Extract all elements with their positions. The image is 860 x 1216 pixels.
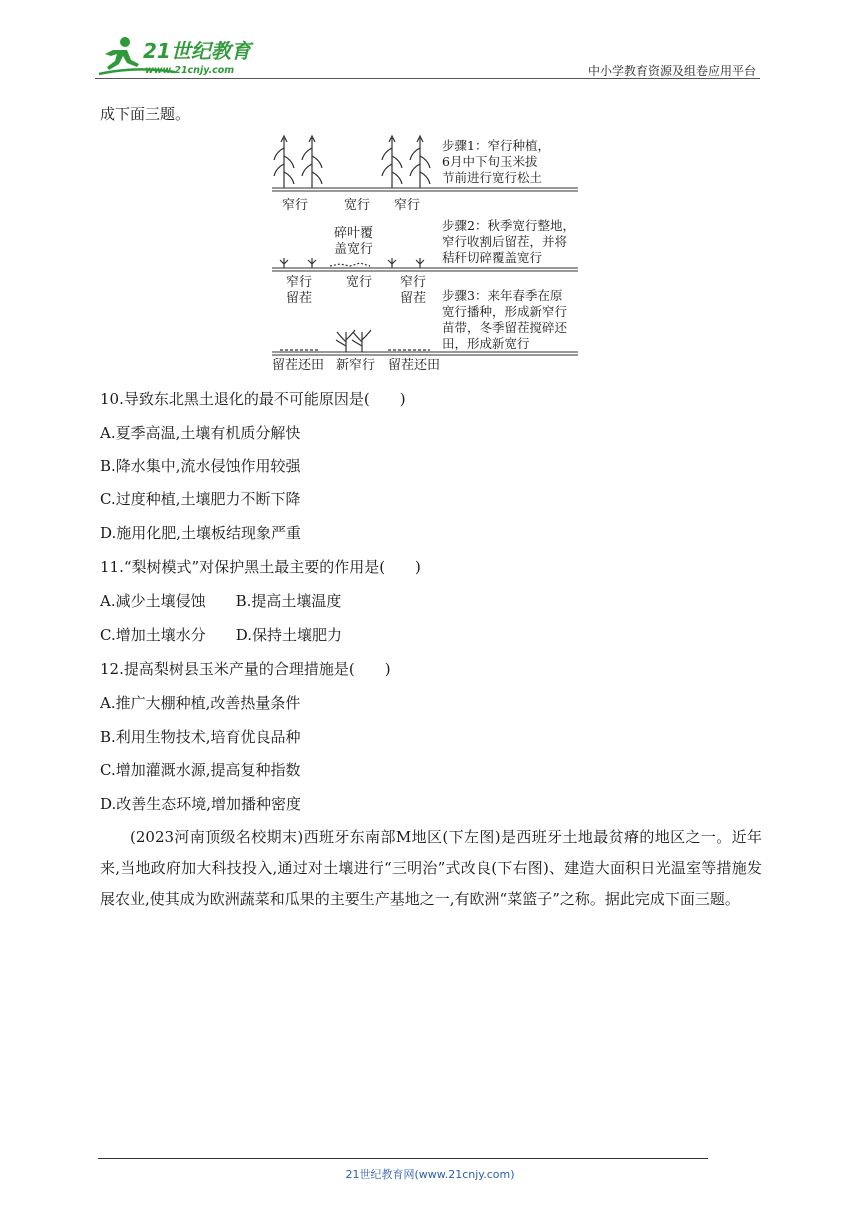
step-2-line-2: 窄行收割后留茬，并将 xyxy=(442,234,568,249)
step-1-line-2: 6月中下旬玉米拔 xyxy=(442,154,538,169)
label-wide-row-1: 宽行 xyxy=(344,198,371,213)
step-3-line-1: 步骤3：来年春季在原 xyxy=(442,288,563,303)
question-10-option-b[interactable]: B.降水集中,流水侵蚀作用较强 xyxy=(100,457,301,475)
step-1-line-3: 节前进行宽行松土 xyxy=(442,170,543,185)
label-new-narrow-row: 新窄行 xyxy=(336,358,376,373)
label-narrow-stubble-2 xyxy=(400,275,426,307)
question-11-options-ab[interactable]: A.减少土壤侵蚀 B.提高土壤温度 xyxy=(100,592,342,610)
label-narrow-row-1: 窄行 xyxy=(282,198,309,213)
step-3-text xyxy=(442,288,602,352)
question-12-option-b[interactable]: B.利用生物技术,培育优良品种 xyxy=(100,728,301,746)
page-header xyxy=(95,34,760,82)
intro-text: 成下面三题。 xyxy=(100,105,191,123)
question-11-stem: 11.“梨树模式”对保护黑土最主要的作用是( ) xyxy=(100,558,421,576)
label-narrow-stubble-1 xyxy=(286,275,312,307)
footer-link[interactable]: 21世纪教育网(www.21cnjy.com) xyxy=(345,1168,515,1181)
svg-text:www.21cnjy.com: www.21cnjy.com xyxy=(145,65,235,76)
question-12-option-a[interactable]: A.推广大棚种植,改善热量条件 xyxy=(100,694,301,712)
question-10-option-a[interactable]: A.夏季高温,土壤有机质分解快 xyxy=(100,424,301,442)
footer-divider xyxy=(98,1158,708,1159)
label-chopped-leaves-line-1: 碎叶覆 xyxy=(334,226,374,241)
step-2-text xyxy=(442,218,602,266)
platform-name: 中小学教育资源及组卷应用平台 xyxy=(587,64,756,78)
step-2-line-1: 步骤2：秋季宽行整地， xyxy=(442,218,575,233)
step-1-line-1: 步骤1：窄行种植， xyxy=(442,138,550,153)
label-narrow-stubble-2-line-1: 窄行 xyxy=(400,275,427,290)
question-10-option-c[interactable]: C.过度种植,土壤肥力不断下降 xyxy=(100,490,301,508)
label-narrow-stubble-2-line-2: 留茬 xyxy=(400,291,427,306)
label-stubble-return-2: 留茬还田 xyxy=(388,358,441,373)
header-divider xyxy=(95,78,760,79)
context-paragraph: (2023河南顶级名校期末)西班牙东南部M地区(下左图)是西班牙土地最贫瘠的地区之一。近年来,当地政府加大科技投入,通过对土壤进行“三明治”式改良(下右图)、建造大面积日光温室等措施发展农业,使其成为欧洲蔬菜和瓜果的主要生产基地之一,有欧洲“菜篮子”之称。据此完成下面三题。 xyxy=(100,828,762,908)
label-wide-row-2 xyxy=(346,275,372,291)
label-chopped-leaves-line-2: 盖宽行 xyxy=(334,242,374,257)
step-3-line-3: 苗带，冬季留茬搅碎还 xyxy=(442,320,568,335)
step-1-text xyxy=(442,138,602,186)
svg-text:21世纪教育: 21世纪教育 xyxy=(143,39,251,63)
label-stubble-return-1: 留茬还田 xyxy=(272,358,325,373)
label-chopped-leaves xyxy=(334,226,373,258)
label-narrow-row-2: 窄行 xyxy=(394,198,421,213)
question-11-options-cd[interactable]: C.增加土壤水分 D.保持土壤肥力 xyxy=(100,626,342,644)
question-10-stem: 10.导致东北黑土退化的最不可能原因是( ) xyxy=(100,390,406,408)
question-12-option-d[interactable]: D.改善生态环境,增加播种密度 xyxy=(100,795,302,813)
step-2-line-3: 秸秆切碎覆盖宽行 xyxy=(442,250,543,265)
label-wide-row-2-line-1: 宽行 xyxy=(346,275,373,290)
question-10-option-d[interactable]: D.施用化肥,土壤板结现象严重 xyxy=(100,524,302,542)
question-12-option-c[interactable]: C.增加灌溉水源,提高复种指数 xyxy=(100,761,301,779)
question-12-stem: 12.提高梨树县玉米产量的合理措施是( ) xyxy=(100,660,391,678)
step-3-line-4: 田，形成新宽行 xyxy=(442,336,530,351)
label-narrow-stubble-1-line-2: 留茬 xyxy=(286,291,313,306)
label-narrow-stubble-1-line-1: 窄行 xyxy=(286,275,313,290)
farming-steps-figure xyxy=(270,132,590,377)
site-logo-icon xyxy=(95,34,265,80)
step-3-line-2: 宽行播种，形成新窄行 xyxy=(442,304,568,319)
